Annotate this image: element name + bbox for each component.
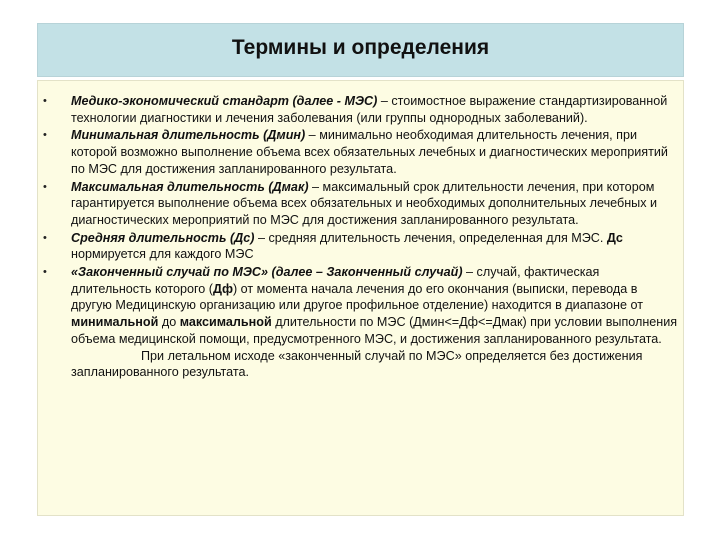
definition: – максимальный срок длительности лечения, при котором гарантируется выполнение объема всех обязательных и необходимых дополнительных лечебных и диагностических мероприятий по МЭС для достижения запланированного результата. — [71, 179, 658, 227]
content-box — [37, 80, 684, 516]
definition: – минимально необходимая длительность лечения, при которой возможно выполнение объема всех обязательных лечебных и диагностических мероприятий по МЭС для достижения запланированного результата. — [71, 128, 668, 176]
bullet-icon: • — [43, 266, 47, 279]
title-bar — [37, 23, 684, 77]
emphasis: Дс — [606, 230, 623, 245]
emphasis: максимальной — [179, 315, 272, 330]
list-item — [43, 93, 681, 126]
bullet-icon: • — [43, 180, 47, 193]
list-item — [43, 127, 681, 177]
definition: ) от момента начала лечения до его окончания (выписки, перевода в другую Медицинскую организацию или другое профильное отделение) находится в диапазоне от — [71, 281, 643, 313]
definition: – случай, фактическая длительность которого ( — [71, 265, 600, 296]
emphasis: минимальной — [71, 315, 159, 330]
definition: – стоимостное выражение стандартизированной технологии диагностики и лечения заболевания (или группы однородных заболеваний). — [71, 94, 668, 125]
slide-title: Термины и определения — [231, 36, 490, 59]
definition: – средняя длительность лечения, определенная для МЭС. — [254, 230, 607, 245]
bullet-icon: • — [43, 231, 47, 244]
definition: до — [158, 315, 180, 330]
term: «Законченный случай по МЭС» (далее – Законченный случай) — [71, 265, 463, 280]
bullet-icon: • — [43, 95, 47, 107]
term: Минимальная длительность (Дмин) — [71, 128, 306, 143]
list-item — [43, 230, 681, 263]
bullet-icon: • — [43, 129, 47, 142]
list-item — [43, 264, 681, 381]
definition: При летальном исходе «законченный случай по МЭС» определяется без достижения запланированного результата. — [71, 348, 643, 380]
definitions-list — [43, 93, 681, 382]
definition: нормируется для каждого МЭС — [71, 247, 254, 262]
term: Медико-экономический стандарт (далее - МЭС) — [71, 94, 378, 108]
list-item — [43, 179, 681, 229]
term: Максимальная длительность (Дмак) — [71, 179, 309, 194]
term: Средняя длительность (Дс) — [71, 230, 255, 245]
emphasis: Дф — [212, 281, 233, 296]
definition: длительности по МЭС (Дмин<=Дф<=Дмак) при условии выполнения объема медицинской помощи, предусмотренного МЭС, и достижения запланированного результата. — [71, 315, 678, 346]
